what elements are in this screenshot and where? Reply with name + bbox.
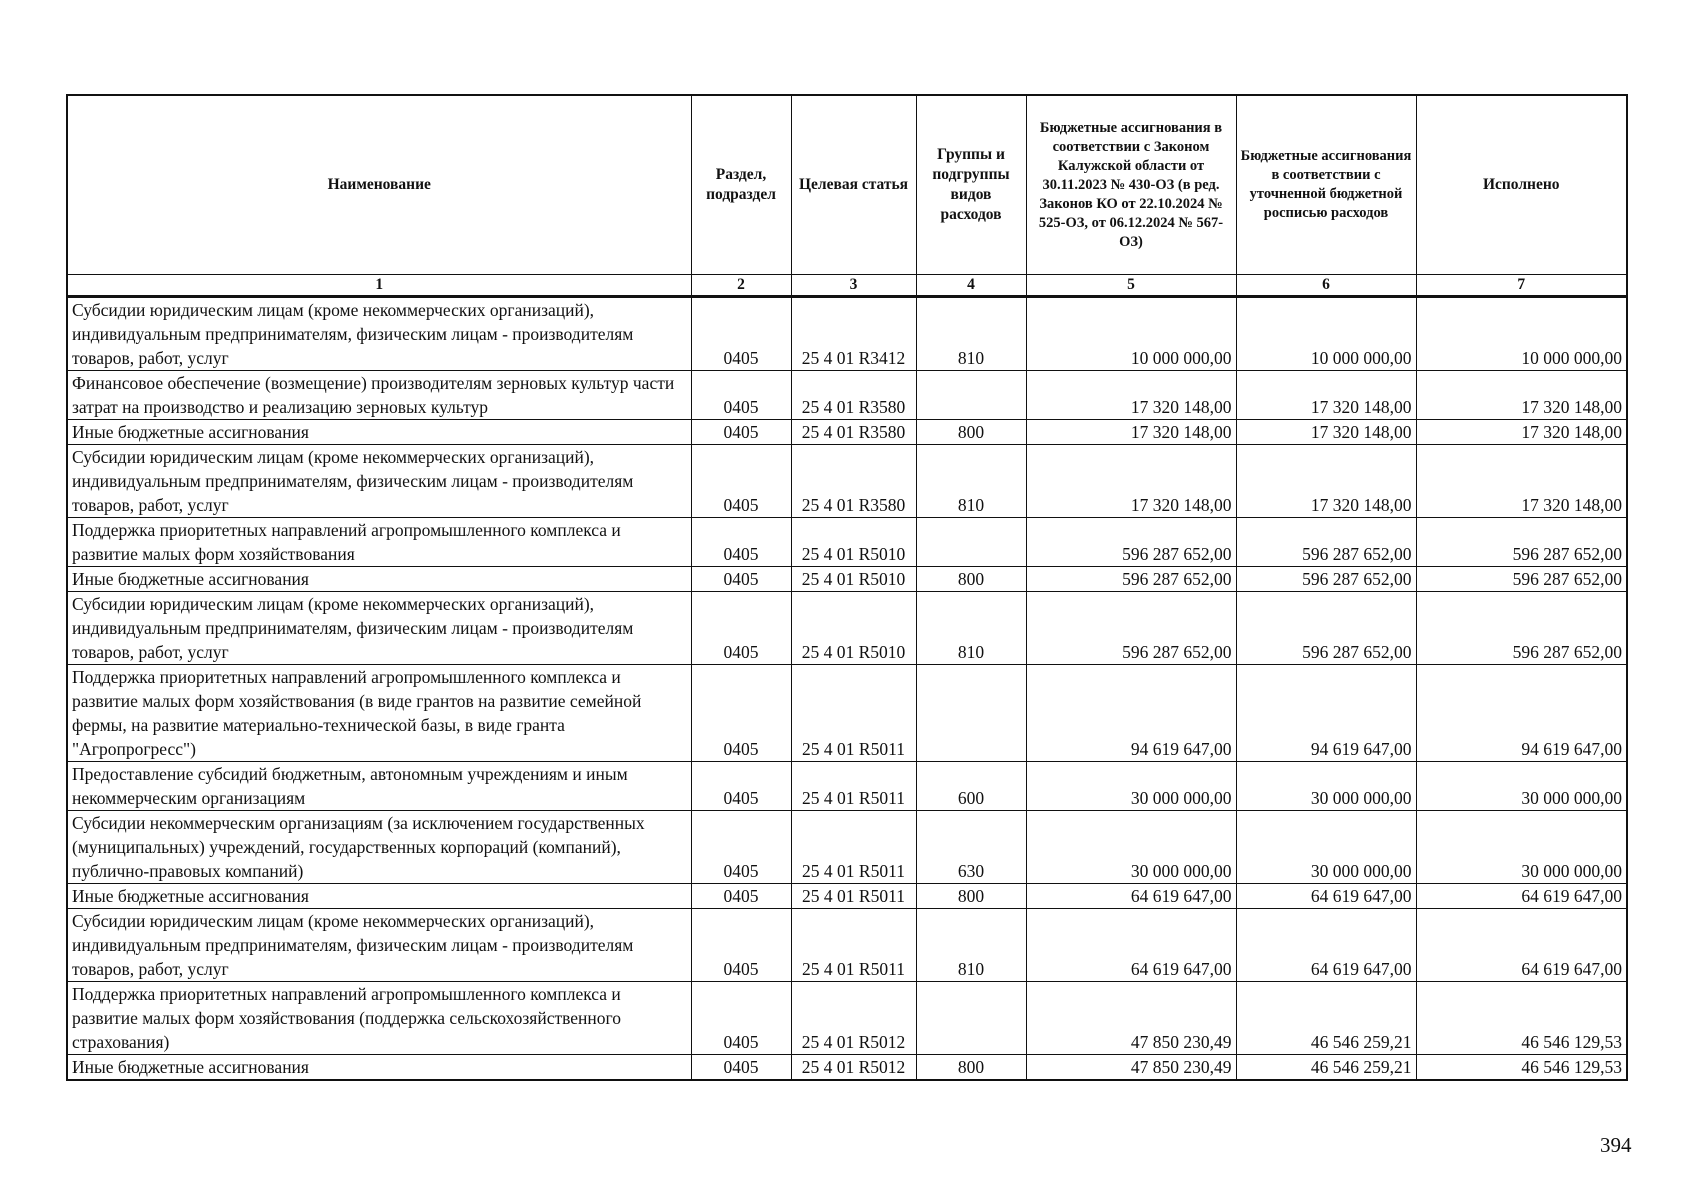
row-name: Субсидии юридическим лицам (кроме некоммерческих организаций), индивидуальным предпринимателям, физическим лицам - производителям товаров, работ, услуг [67, 592, 691, 665]
row-refined-amount: 64 619 647,00 [1236, 909, 1416, 982]
row-target: 25 4 01 R5010 [791, 567, 916, 592]
row-refined-amount: 46 546 259,21 [1236, 982, 1416, 1055]
row-law-amount: 64 619 647,00 [1026, 909, 1236, 982]
column-number: 6 [1236, 275, 1416, 297]
budget-table [66, 94, 1628, 1081]
row-group: 800 [916, 884, 1026, 909]
table-row [67, 592, 1627, 665]
row-law-amount: 17 320 148,00 [1026, 420, 1236, 445]
row-section: 0405 [691, 884, 791, 909]
row-refined-amount: 17 320 148,00 [1236, 371, 1416, 420]
table-row [67, 1055, 1627, 1081]
row-group [916, 371, 1026, 420]
row-name: Поддержка приоритетных направлений агропромышленного комплекса и развитие малых форм хозяйствования (поддержка сельскохозяйственного страхования) [67, 982, 691, 1055]
table-row [67, 762, 1627, 811]
row-executed-amount: 10 000 000,00 [1416, 297, 1627, 371]
row-refined-amount: 596 287 652,00 [1236, 518, 1416, 567]
row-group: 810 [916, 592, 1026, 665]
row-executed-amount: 94 619 647,00 [1416, 665, 1627, 762]
row-executed-amount: 30 000 000,00 [1416, 762, 1627, 811]
table-row [67, 909, 1627, 982]
row-refined-amount: 30 000 000,00 [1236, 762, 1416, 811]
row-executed-amount: 596 287 652,00 [1416, 567, 1627, 592]
row-name: Поддержка приоритетных направлений агропромышленного комплекса и развитие малых форм хозяйствования [67, 518, 691, 567]
row-executed-amount: 46 546 129,53 [1416, 982, 1627, 1055]
row-refined-amount: 94 619 647,00 [1236, 665, 1416, 762]
row-group: 800 [916, 420, 1026, 445]
table-row [67, 811, 1627, 884]
table-row [67, 884, 1627, 909]
column-number: 2 [691, 275, 791, 297]
row-law-amount: 17 320 148,00 [1026, 371, 1236, 420]
row-refined-amount: 17 320 148,00 [1236, 420, 1416, 445]
row-executed-amount: 46 546 129,53 [1416, 1055, 1627, 1081]
row-target: 25 4 01 R5011 [791, 909, 916, 982]
row-refined-amount: 46 546 259,21 [1236, 1055, 1416, 1081]
table-row [67, 297, 1627, 371]
row-section: 0405 [691, 445, 791, 518]
row-section: 0405 [691, 1055, 791, 1081]
row-section: 0405 [691, 518, 791, 567]
table-row [67, 567, 1627, 592]
row-section: 0405 [691, 420, 791, 445]
row-group: 630 [916, 811, 1026, 884]
row-executed-amount: 30 000 000,00 [1416, 811, 1627, 884]
column-number-row [67, 275, 1627, 297]
column-number: 5 [1026, 275, 1236, 297]
table-body [67, 297, 1627, 1081]
row-executed-amount: 64 619 647,00 [1416, 909, 1627, 982]
table-row [67, 445, 1627, 518]
row-target: 25 4 01 R5011 [791, 665, 916, 762]
row-group: 800 [916, 567, 1026, 592]
row-law-amount: 47 850 230,49 [1026, 1055, 1236, 1081]
row-refined-amount: 17 320 148,00 [1236, 445, 1416, 518]
row-refined-amount: 10 000 000,00 [1236, 297, 1416, 371]
row-group: 810 [916, 297, 1026, 371]
row-law-amount: 64 619 647,00 [1026, 884, 1236, 909]
row-section: 0405 [691, 297, 791, 371]
row-target: 25 4 01 R5011 [791, 762, 916, 811]
header-target: Целевая статья [791, 95, 916, 275]
table-row [67, 518, 1627, 567]
header-groups: Группы и подгруппы видов расходов [916, 95, 1026, 275]
table-row [67, 371, 1627, 420]
row-target: 25 4 01 R5012 [791, 1055, 916, 1081]
row-refined-amount: 596 287 652,00 [1236, 567, 1416, 592]
table-row [67, 982, 1627, 1055]
row-executed-amount: 17 320 148,00 [1416, 445, 1627, 518]
row-section: 0405 [691, 909, 791, 982]
column-number: 3 [791, 275, 916, 297]
row-name: Финансовое обеспечение (возмещение) производителям зерновых культур части затрат на производство и реализацию зерновых культур [67, 371, 691, 420]
header-refined-allocations: Бюджетные ассигнования в соответствии с уточненной бюджетной росписью расходов [1236, 95, 1416, 275]
row-law-amount: 596 287 652,00 [1026, 592, 1236, 665]
row-section: 0405 [691, 762, 791, 811]
row-executed-amount: 596 287 652,00 [1416, 592, 1627, 665]
row-name: Субсидии некоммерческим организациям (за исключением государственных (муниципальных) учреждений, государственных корпораций (компаний), публично-правовых компаний) [67, 811, 691, 884]
header-row [67, 95, 1627, 275]
row-target: 25 4 01 R5010 [791, 518, 916, 567]
row-target: 25 4 01 R5011 [791, 811, 916, 884]
row-section: 0405 [691, 371, 791, 420]
header-executed: Исполнено [1416, 95, 1627, 275]
page-number: 394 [1600, 1133, 1632, 1157]
row-section: 0405 [691, 592, 791, 665]
table-row [67, 420, 1627, 445]
row-target: 25 4 01 R3412 [791, 297, 916, 371]
row-group [916, 518, 1026, 567]
row-refined-amount: 596 287 652,00 [1236, 592, 1416, 665]
row-law-amount: 47 850 230,49 [1026, 982, 1236, 1055]
row-group: 600 [916, 762, 1026, 811]
row-law-amount: 30 000 000,00 [1026, 762, 1236, 811]
row-group [916, 665, 1026, 762]
row-target: 25 4 01 R3580 [791, 371, 916, 420]
row-name: Иные бюджетные ассигнования [67, 567, 691, 592]
row-name: Субсидии юридическим лицам (кроме некоммерческих организаций), индивидуальным предпринимателям, физическим лицам - производителям товаров, работ, услуг [67, 297, 691, 371]
row-target: 25 4 01 R5011 [791, 884, 916, 909]
header-name: Наименование [67, 95, 691, 275]
row-refined-amount: 64 619 647,00 [1236, 884, 1416, 909]
table-header [67, 95, 1627, 297]
row-group: 810 [916, 445, 1026, 518]
row-law-amount: 17 320 148,00 [1026, 445, 1236, 518]
row-name: Субсидии юридическим лицам (кроме некоммерческих организаций), индивидуальным предпринимателям, физическим лицам - производителям товаров, работ, услуг [67, 909, 691, 982]
row-executed-amount: 64 619 647,00 [1416, 884, 1627, 909]
row-name: Иные бюджетные ассигнования [67, 1055, 691, 1081]
row-executed-amount: 17 320 148,00 [1416, 420, 1627, 445]
row-section: 0405 [691, 811, 791, 884]
row-executed-amount: 17 320 148,00 [1416, 371, 1627, 420]
header-section: Раздел, подраздел [691, 95, 791, 275]
row-group: 810 [916, 909, 1026, 982]
row-group [916, 982, 1026, 1055]
row-name: Иные бюджетные ассигнования [67, 884, 691, 909]
row-group: 800 [916, 1055, 1026, 1081]
row-name: Поддержка приоритетных направлений агропромышленного комплекса и развитие малых форм хозяйствования (в виде грантов на развитие семейной фермы, на развитие материально-технической базы, в виде гранта "Агропрогресс") [67, 665, 691, 762]
column-number: 4 [916, 275, 1026, 297]
row-target: 25 4 01 R5010 [791, 592, 916, 665]
row-law-amount: 94 619 647,00 [1026, 665, 1236, 762]
column-number: 1 [67, 275, 691, 297]
column-number: 7 [1416, 275, 1627, 297]
row-section: 0405 [691, 567, 791, 592]
header-law-allocations: Бюджетные ассигнования в соответствии с Законом Калужской области от 30.11.2023 № 430-ОЗ (в ред. Законов КО от 22.10.2024 № 525-ОЗ, от 06.12.2024 № 567-ОЗ) [1026, 95, 1236, 275]
row-executed-amount: 596 287 652,00 [1416, 518, 1627, 567]
row-law-amount: 30 000 000,00 [1026, 811, 1236, 884]
row-section: 0405 [691, 665, 791, 762]
row-section: 0405 [691, 982, 791, 1055]
row-law-amount: 10 000 000,00 [1026, 297, 1236, 371]
row-name: Предоставление субсидий бюджетным, автономным учреждениям и иным некоммерческим организациям [67, 762, 691, 811]
row-name: Субсидии юридическим лицам (кроме некоммерческих организаций), индивидуальным предпринимателям, физическим лицам - производителям товаров, работ, услуг [67, 445, 691, 518]
row-name: Иные бюджетные ассигнования [67, 420, 691, 445]
table-row [67, 665, 1627, 762]
row-target: 25 4 01 R5012 [791, 982, 916, 1055]
row-refined-amount: 30 000 000,00 [1236, 811, 1416, 884]
row-target: 25 4 01 R3580 [791, 445, 916, 518]
row-law-amount: 596 287 652,00 [1026, 518, 1236, 567]
row-law-amount: 596 287 652,00 [1026, 567, 1236, 592]
row-target: 25 4 01 R3580 [791, 420, 916, 445]
